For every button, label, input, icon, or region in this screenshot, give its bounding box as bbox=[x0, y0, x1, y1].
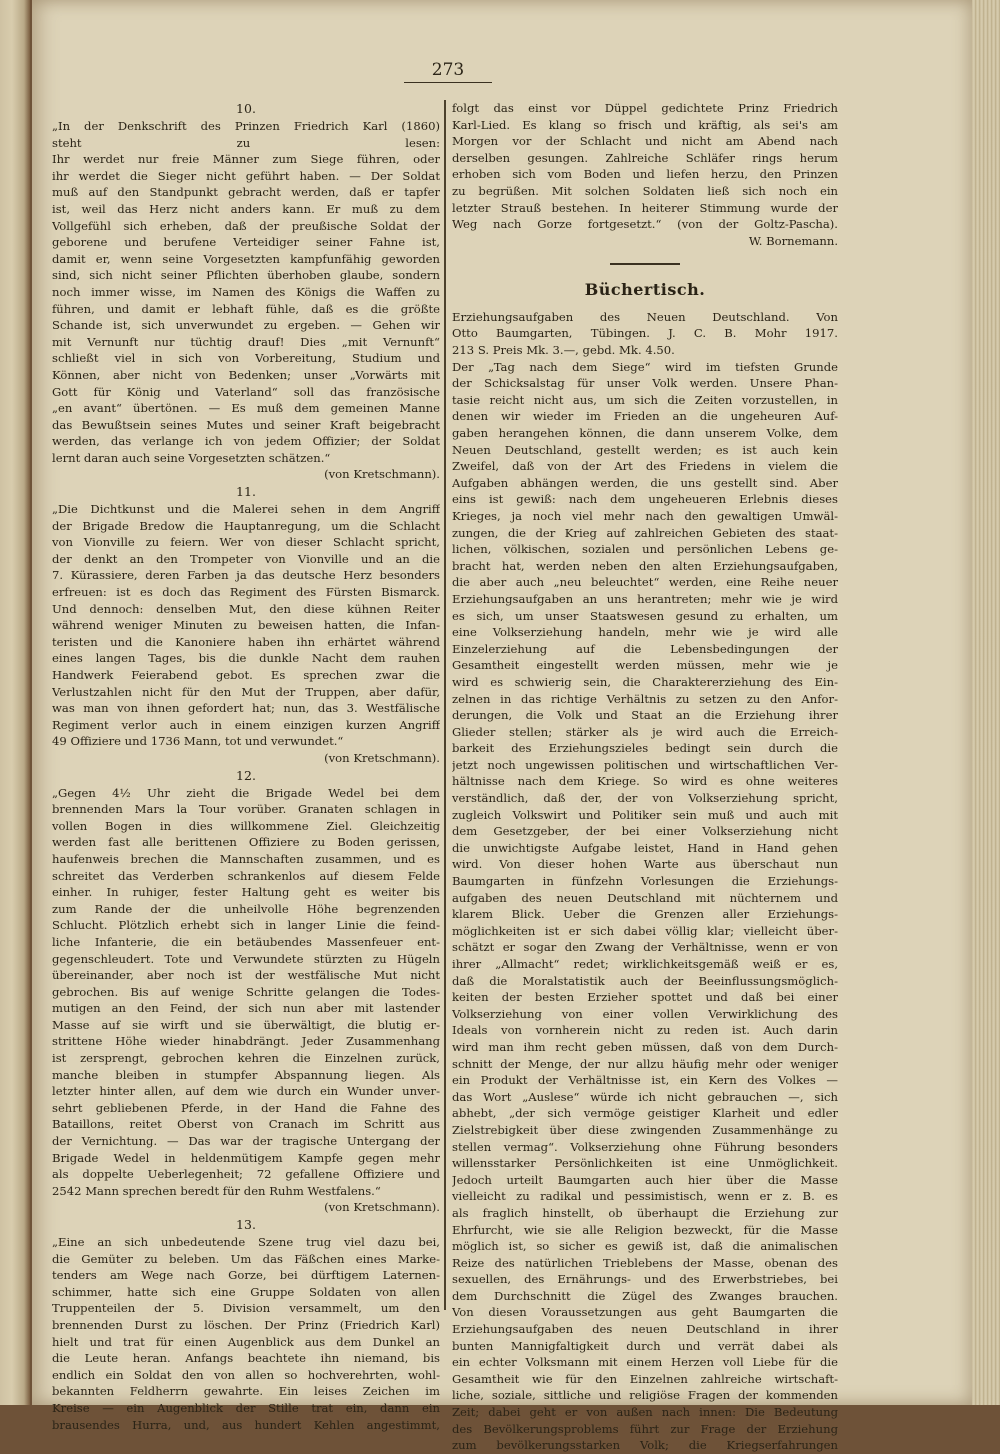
text-line: vollen Bogen in dies willkommene Ziel. Gleichzeitig bbox=[52, 818, 440, 833]
text-line: verständlich, daß der, der von Volkserziehung spricht, bbox=[452, 791, 838, 806]
text-line: damit er, wenn seine Vorgesetzten kampfunfähig geworden bbox=[52, 251, 440, 266]
text-line: keiten der besten Erzieher spottet und daß bei einer bbox=[452, 990, 838, 1005]
text-line: Glieder stellen; stärker als je wird auch die Erreich- bbox=[452, 724, 838, 739]
attribution: W. Bornemann. bbox=[748, 233, 838, 248]
text-line: das Bewußtsein seines Mutes und seiner Kraft beigebracht bbox=[52, 417, 440, 432]
text-line: Vollgefühl sich erheben, daß der preußische Soldat der bbox=[52, 218, 440, 233]
text-line: Gesamtheit wie für den Einzelnen zahlreiche wirtschaft- bbox=[452, 1371, 838, 1386]
text-line: lichen, völkischen, sozialen und persönlichen Lebens ge- bbox=[452, 542, 838, 557]
text-line: bunten Mannigfaltigkeit durch und verrät dabei als bbox=[452, 1338, 838, 1353]
text-line: Krieges, ja noch viel mehr nach den gewaltigen Umwäl- bbox=[452, 508, 838, 523]
text-line: „In der Denkschrift des Prinzen Friedrich Karl (1860) bbox=[52, 119, 440, 133]
text-line: „Die Dichtkunst und die Malerei sehen in dem Angriff bbox=[52, 502, 440, 517]
text-line: der Vernichtung. — Das war der tragische Untergang der bbox=[52, 1134, 440, 1149]
text-line: barkeit des Erziehungszieles bedingt sein durch die bbox=[452, 741, 838, 756]
text-line: werden fast alle berittenen Offiziere zu Boden gerissen, bbox=[52, 835, 440, 850]
text-line: die unwichtigste Aufgabe leistet, Hand in Hand gehen bbox=[452, 840, 838, 855]
text-line: ein echter Volksmann mit einem Herzen voll Liebe für die bbox=[452, 1355, 838, 1370]
text-line: die Leute heran. Anfangs beachtete ihn niemand, bis bbox=[52, 1351, 440, 1366]
text-line: schätzt er sogar den Zwang der Verhältnisse, wenn er von bbox=[452, 940, 838, 955]
text-line: strittene Höhe wieder hinabdrängt. Jeder Zusammenhang bbox=[52, 1034, 440, 1049]
text-line: zu begrüßen. Mit solchen Soldaten ließ sich noch ein bbox=[452, 183, 838, 198]
text-line: stellen vermag“. Volkserziehung ohne Führung besonders bbox=[452, 1139, 838, 1154]
text-line: des Bevölkerungsproblems führt zur Frage der Erziehung bbox=[452, 1421, 838, 1436]
text-line: erhoben sich vom Boden und liefen herzu, den Prinzen bbox=[452, 167, 838, 182]
text-line: hielt und trat für einen Augenblick aus dem Dunkel an bbox=[52, 1334, 440, 1349]
text-line: erfreuen: ist es doch das Regiment des Fürsten Bismarck. bbox=[52, 585, 440, 600]
text-line: Jedoch urteilt Baumgarten auch hier über die Masse bbox=[452, 1172, 838, 1187]
text-line: noch immer wisse, im Namen des Königs die Waffen zu bbox=[52, 284, 440, 299]
text-line: folgt das einst vor Düppel gedichtete Prinz Friedrich bbox=[452, 101, 838, 115]
text-line: liche Infanterie, die ein betäubendes Massenfeuer ent- bbox=[52, 934, 440, 949]
text-line: Einzelerziehung auf die Lebensbedingungen der bbox=[452, 641, 838, 656]
text-line: mit Vernunft nur tüchtig drauf! Dies „mit Vernunft“ bbox=[52, 334, 440, 349]
text-line: brennenden Mars la Tour vorüber. Granaten schlagen in bbox=[52, 802, 440, 817]
text-line: möglich ist, so sicher es gewiß ist, daß die animalischen bbox=[452, 1239, 838, 1254]
text-line: 7. Kürassiere, deren Farben ja das deutsche Herz besonders bbox=[52, 568, 440, 583]
text-line: ihrer „Allmacht“ redet; wirklichkeitsgemäß weiß er es, bbox=[452, 957, 838, 971]
text-line: bracht hat, werden neben den alten Erziehungsaufgaben, bbox=[452, 558, 838, 573]
text-line: hältnisse nach dem Kriege. So wird es ohne weiteres bbox=[452, 774, 838, 789]
text-line: Können, aber nicht von Bedenken; unser „Vorwärts mit bbox=[52, 367, 440, 382]
text-line: brennenden Durst zu löschen. Der Prinz (Friedrich Karl) bbox=[52, 1317, 440, 1332]
text-line: ist, weil das Herz nicht anders kann. Er muß zu dem bbox=[52, 201, 440, 216]
text-line: muß auf den Standpunkt gebracht werden, daß er tapfer bbox=[52, 185, 440, 200]
text-line: Von diesen Voraussetzungen aus geht Baumgarten die bbox=[452, 1305, 838, 1320]
text-line: möglichkeiten ist er sich dabei völlig klar; vielleicht über- bbox=[452, 923, 838, 938]
text-line: Weg nach Gorze fortgesetzt.“ (von der Goltz-Pascha). bbox=[452, 217, 838, 232]
text-line: Volkserziehung von einer vollen Verwirklichung des bbox=[452, 1006, 838, 1021]
text-line: Morgen vor der Schlacht und nicht am Abend nach bbox=[452, 134, 838, 149]
text-line: eins ist gewiß: nach dem ungeheueren Erlebnis dieses bbox=[452, 492, 838, 507]
section-heading: Büchertisch. bbox=[584, 279, 706, 299]
text-line: manche bleiben in stumpfer Abspannung liegen. Als bbox=[52, 1067, 440, 1082]
text-line: „Gegen 4½ Uhr zieht die Brigade Wedel bei dem bbox=[52, 785, 440, 800]
text-line: dem Gesetzgeber, der bei einer Volkserziehung nicht bbox=[452, 824, 838, 839]
text-line: führen, und damit er lebhaft fühle, daß es die größte bbox=[52, 301, 440, 316]
text-line: Erziehungsaufgaben des neuen Deutschland in ihrer bbox=[452, 1322, 838, 1337]
text-line: 213 S. Preis Mk. 3.—, gebd. Mk. 4.50. bbox=[452, 343, 675, 358]
page-number: 273 bbox=[404, 60, 492, 83]
text-line: vielleicht zu radikal und pessimistisch, wenn er z. B. es bbox=[452, 1189, 838, 1204]
text-line: Der „Tag nach dem Siege“ wird im tiefsten Grunde bbox=[452, 359, 838, 374]
attribution: (von Kretschmann). bbox=[324, 467, 440, 482]
text-line: zelnen in das richtige Verhältnis zu setzen zu den Anfor- bbox=[452, 691, 838, 706]
text-line: Bataillons, reitet Oberst von Cranach im Schritt aus bbox=[52, 1117, 440, 1132]
text-line: Karl-Lied. Es klang so frisch und kräftig, als sei's am bbox=[452, 117, 838, 132]
left-page-edge bbox=[0, 0, 30, 1405]
text-line: wird man ihm recht geben müssen, daß von dem Durch- bbox=[452, 1039, 838, 1054]
section-number: 11. bbox=[236, 484, 256, 500]
right-page-edge bbox=[972, 0, 1000, 1405]
text-line: während weniger Minuten zu beweisen hatten, die Infan- bbox=[52, 618, 440, 633]
text-line: eine Volkserziehung handeln, mehr wie je wird alle bbox=[452, 625, 838, 640]
text-line: dem Durchschnitt die Zügel des Zwanges brauchen. bbox=[452, 1288, 838, 1303]
text-line: Regiment verlor auch in einem einzigen kurzen Angriff bbox=[52, 717, 440, 732]
text-line: Ehrfurcht, wie sie alle Religion bezweckt, für die Masse bbox=[452, 1222, 838, 1237]
column-divider bbox=[444, 100, 446, 1310]
text-line: ist zersprengt, gebrochen kehren die Einzelnen zurück, bbox=[52, 1051, 440, 1066]
text-line: 49 Offiziere und 1736 Mann, tot und verwundet.“ bbox=[52, 734, 344, 749]
text-line: Schande ist, sich unverwundet zu ergeben. — Gehen wir bbox=[52, 318, 440, 333]
text-line: „Eine an sich unbedeutende Szene trug viel dazu bei, bbox=[52, 1235, 440, 1249]
text-line: abhebt, „der sich vermöge geistiger Klarheit und edler bbox=[452, 1106, 838, 1121]
text-line: übereinander, aber noch ist der westfälische Mut nicht bbox=[52, 968, 440, 983]
text-line: sehrt gebliebenen Pferde, in der Hand die Fahne des bbox=[52, 1100, 440, 1115]
text-line: Reize des natürlichen Trieblebens der Masse, obenan des bbox=[452, 1255, 838, 1270]
text-line: derselben gesungen. Zahlreiche Schläfer rings herum bbox=[452, 150, 838, 165]
text-line: Zielstrebigkeit über diese zwingenden Zusammenhänge zu bbox=[452, 1122, 838, 1137]
text-line: Gott für König und Vaterland“ soll das französische bbox=[52, 384, 440, 399]
attribution: (von Kretschmann). bbox=[324, 750, 440, 765]
text-line: von Vionville zu feiern. Wer von dieser Schlacht spricht, bbox=[52, 535, 440, 550]
text-line: wird es schwierig sein, die Charaktererziehung des Ein- bbox=[452, 674, 838, 689]
text-line: gebrochen. Bis auf wenige Schritte gelangen die Todes- bbox=[52, 984, 440, 999]
text-line: Baumgarten in fünfzehn Vorlesungen die Erziehungs- bbox=[452, 874, 838, 889]
text-line: Ideals von vornherein nicht zu reden ist. Auch darin bbox=[452, 1023, 838, 1038]
text-line: derungen, die Volk und Staat an die Erziehung ihrer bbox=[452, 708, 838, 723]
text-line: Truppenteilen der 5. Division versammelt, um den bbox=[52, 1301, 440, 1316]
text-line: geborene und berufene Verteidiger seiner Fahne ist, bbox=[52, 235, 440, 250]
text-line: Handwerk Feierabend gebot. Es sprechen zwar die bbox=[52, 668, 440, 682]
text-line: schreitet das Verderben schrankenlos auf diesem Felde bbox=[52, 868, 440, 883]
text-line: lernt daran auch seine Vorgesetzten schätzen.“ bbox=[52, 450, 331, 465]
text-line: als fraglich hinstellt, ob überhaupt die Erziehung zur bbox=[452, 1205, 838, 1220]
text-line: was man von ihnen gefordert hat; nun, das 3. Westfälische bbox=[52, 701, 440, 716]
text-line: einher. In ruhiger, fester Haltung geht es weiter bis bbox=[52, 885, 440, 900]
text-line: Zeit; dabei geht er von außen nach innen: Die Bedeutung bbox=[452, 1405, 838, 1420]
text-line: zungen, die der Krieg auf zahlreichen Gebieten des staat- bbox=[452, 525, 838, 540]
right-column bbox=[452, 100, 838, 1454]
text-line: denen wir wieder im Frieden an die ungeheuren Auf- bbox=[452, 409, 838, 424]
text-line: aufgaben des neuen Deutschland mit nüchternem und bbox=[452, 890, 838, 905]
text-line: Schlucht. Plötzlich erhebt sich in langer Linie die feind- bbox=[52, 918, 440, 933]
text-line: mutigen an den Feind, der sich nun aber mit lastender bbox=[52, 1001, 440, 1016]
attribution: (von Kretschmann). bbox=[324, 1200, 440, 1215]
text-line: endlich ein Soldat den von allen so hochverehrten, wohl- bbox=[52, 1367, 440, 1382]
text-line: wird. Von dieser hohen Warte aus überschaut nun bbox=[452, 857, 838, 872]
text-line: klarem Blick. Ueber die Grenzen aller Erziehungs- bbox=[452, 907, 838, 922]
text-line: Brigade Wedel in heldenmütigem Kampfe gegen mehr bbox=[52, 1150, 440, 1165]
text-line: letzter Strauß bestehen. In heiterer Stimmung wurde der bbox=[452, 200, 838, 215]
text-line: haufenweis brechen die Mannschaften zusammen, und es bbox=[52, 851, 440, 866]
text-line: schließt viel in sich von Vorbereitung, Studium und bbox=[52, 351, 440, 366]
text-line: schnitt der Menge, der nur allzu häufig mehr oder weniger bbox=[452, 1056, 838, 1071]
text-line: 2542 Mann sprechen beredt für den Ruhm Westfalens.“ bbox=[52, 1183, 381, 1198]
text-line: das Wort „Auslese“ würde ich nicht gebrauchen —, sich bbox=[452, 1089, 838, 1104]
text-line: sind, sich nicht seiner Pflichten überhoben glaube, sondern bbox=[52, 268, 440, 283]
text-line: teristen und die Kanoniere haben ihn erhärtet während bbox=[52, 634, 440, 649]
text-line: bekannten Feldherrn gewahrte. Ein leises Zeichen im bbox=[52, 1384, 440, 1399]
text-line: tasie reicht nicht aus, um sich die Zeiten vorzustellen, in bbox=[452, 392, 838, 407]
section-number: 13. bbox=[236, 1217, 256, 1232]
text-line: gegenschleudert. Tote und Verwundete stürzten zu Hügeln bbox=[52, 951, 440, 966]
text-line: Masse auf sie wirft und sie überwältigt, die blutig er- bbox=[52, 1017, 440, 1032]
text-line: sexuellen, des Ernährungs- und des Erwerbstriebes, bei bbox=[452, 1272, 838, 1287]
text-line: „en avant“ übertönen. — Es muß dem gemeinen Manne bbox=[52, 401, 440, 416]
text-line: jetzt noch ungewissen politischen und wirtschaftlichen Ver- bbox=[452, 757, 838, 772]
text-line: Verlustzahlen nicht für den Mut der Truppen, aber dafür, bbox=[52, 684, 440, 699]
separator-rule bbox=[610, 263, 680, 265]
text-line: zum bevölkerungsstarken Volk; die Kriegserfahrungen bbox=[452, 1438, 838, 1453]
text-line: es sich, um unser Staatswesen gesund zu erhalten, um bbox=[452, 608, 838, 623]
text-line: die Gemüter zu beleben. Um das Fäßchen eines Marke- bbox=[52, 1251, 440, 1266]
text-line: brausendes Hurra, und, aus hundert Kehlen angestimmt, bbox=[52, 1417, 440, 1432]
text-line: der denkt an den Trompeter von Vionville und an die bbox=[52, 551, 440, 566]
text-line: ein Produkt der Verhältnisse ist, ein Kern des Volkes — bbox=[452, 1073, 838, 1088]
section-number: 10. bbox=[236, 101, 256, 116]
text-line: der Schicksalstag für unser Volk werden. Unsere Phan- bbox=[452, 376, 838, 391]
left-column bbox=[52, 100, 440, 1433]
text-line: Und dennoch: denselben Mut, den diese kühnen Reiter bbox=[52, 601, 440, 616]
text-line: Zweifel, daß von der Art des Friedens in vielem die bbox=[452, 459, 838, 474]
text-line: Erziehungsaufgaben des Neuen Deutschland. Von bbox=[452, 309, 838, 324]
text-line: liche, soziale, sittliche und religiöse Fragen der kommenden bbox=[452, 1388, 838, 1403]
text-line: steht zu lesen: bbox=[52, 135, 440, 150]
text-line: die aber auch „neu beleuchtet“ werden, eine Reihe neuer bbox=[452, 575, 838, 590]
text-line: als doppelte Ueberlegenheit; 72 gefallene Offiziere und bbox=[52, 1167, 440, 1182]
text-line: werden, das verlange ich von jedem Offizier; der Soldat bbox=[52, 434, 440, 449]
text-line: tenders am Wege nach Gorze, bei dürftigem Laternen- bbox=[52, 1268, 440, 1283]
text-line: Neuen Deutschland, gestellt werden; es ist auch kein bbox=[452, 442, 838, 457]
text-line: Aufgaben abhängen werden, die uns gestellt sind. Aber bbox=[452, 475, 838, 490]
text-line: schimmer, hatte sich eine Gruppe Soldaten von allen bbox=[52, 1284, 440, 1299]
text-line: Kreise — ein Augenblick der Stille trat ein, dann ein bbox=[52, 1400, 440, 1415]
text-line: gaben herangehen können, die dann unserem Volke, dem bbox=[452, 426, 838, 440]
text-line: daß die Moralstatistik auch der Beeinflussungsmöglich- bbox=[452, 973, 838, 988]
text-line: Otto Baumgarten, Tübingen. J. C. B. Mohr 1917. bbox=[452, 326, 838, 341]
text-line: der Brigade Bredow die Hauptanregung, um die Schlacht bbox=[52, 518, 440, 533]
text-line: ihr werdet die Sieger nicht geführt haben. — Der Soldat bbox=[52, 168, 440, 183]
text-line: zum Rande der die unheilvolle Höhe begrenzenden bbox=[52, 901, 440, 916]
text-line: Ihr werdet nur freie Männer zum Siege führen, oder bbox=[52, 152, 440, 167]
text-line: willensstarker Persönlichkeiten ist eine Unmöglichkeit. bbox=[452, 1156, 838, 1171]
text-line: Erziehungsaufgaben an uns herantreten; mehr wie je wird bbox=[452, 591, 838, 606]
text-line: letzter hinter allen, auf dem wie durch ein Wunder unver- bbox=[52, 1084, 440, 1099]
text-line: eines langen Tages, bis die dunkle Nacht dem rauhen bbox=[52, 651, 440, 666]
section-number: 12. bbox=[236, 767, 256, 783]
text-line: zugleich Volkswirt und Politiker sein muß und auch mit bbox=[452, 807, 838, 822]
text-line: Gesamtheit eingestellt werden müssen, mehr wie je bbox=[452, 658, 838, 673]
